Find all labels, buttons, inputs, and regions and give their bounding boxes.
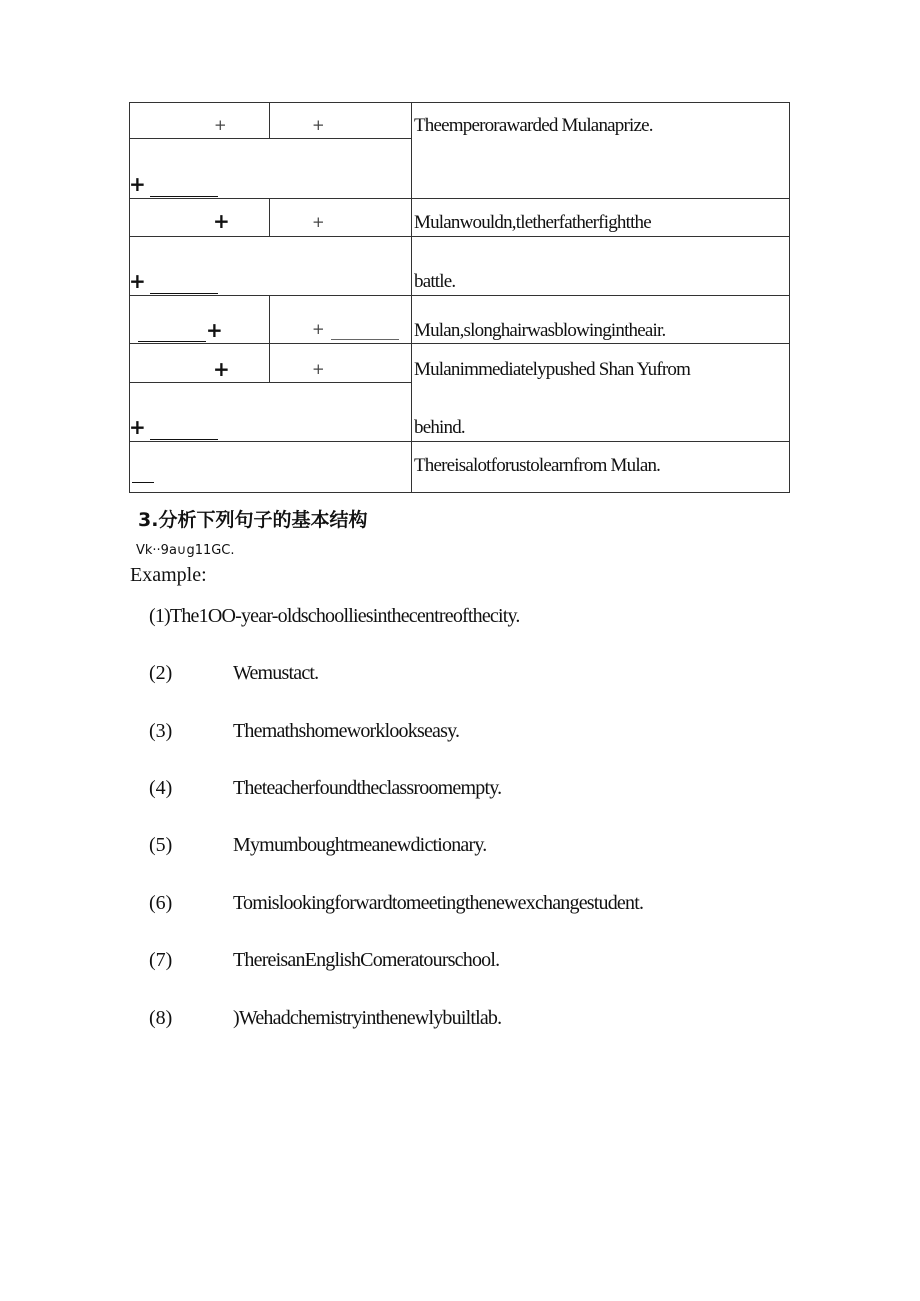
table-rule [129, 198, 790, 199]
table-sentence: Mulanwouldn,tletherfatherfightthe [414, 212, 651, 233]
table-rule [129, 382, 412, 383]
answer-blank[interactable] [150, 293, 218, 294]
plus-sign: + [312, 116, 325, 134]
plus-sign: + [312, 360, 325, 378]
item-sentence: )Wehadchemistryinthenewlybuiltlab. [233, 1007, 502, 1029]
table-divider [269, 295, 270, 383]
table-divider [411, 102, 412, 493]
answer-blank[interactable] [138, 341, 206, 342]
table-border-bottom [129, 492, 790, 493]
table-divider [269, 102, 270, 139]
table-divider [269, 198, 270, 237]
answer-blank[interactable] [150, 196, 218, 197]
item-number: (8) [149, 1007, 173, 1029]
table-sentence: Mulanimmediatelypushed Shan Yufrom [414, 359, 691, 380]
example-label: Example: [130, 564, 207, 586]
plus-sign: + [312, 320, 325, 338]
plus-sign: + [129, 269, 146, 293]
plus-sign: + [213, 209, 230, 233]
garbled-text: Vk··9a∪g11GC. [136, 543, 235, 558]
item-sentence: The1OO-year-oldschoolliesinthecentreofthecity. [169, 605, 520, 627]
section-heading: 3.分析下列句子的基本结构 [138, 509, 368, 531]
table-rule [129, 138, 412, 139]
item-number: (3) [149, 720, 173, 742]
item-sentence: Themathshomeworklookseasy. [233, 720, 460, 742]
item-sentence: Wemustact. [233, 662, 319, 684]
table-sentence: Theemperorawarded Mulanaprize. [414, 115, 653, 136]
item-number: (5) [149, 834, 173, 856]
table-border-top [129, 102, 790, 103]
table-rule [129, 295, 790, 296]
item-number: (1) [149, 605, 170, 627]
plus-sign: + [129, 415, 146, 439]
sentence-item-1 [149, 605, 520, 628]
plus-sign: + [213, 357, 230, 381]
answer-blank[interactable] [150, 439, 218, 440]
table-border-right [789, 102, 790, 493]
plus-sign: + [312, 213, 325, 231]
item-number: (7) [149, 949, 173, 971]
table-rule [129, 343, 790, 344]
table-sentence: Thereisalotforustolearnfrom Mulan. [414, 455, 661, 476]
item-number: (4) [149, 777, 173, 799]
item-sentence: Mymumboughtmeanewdictionary. [233, 834, 487, 856]
answer-blank[interactable] [331, 339, 399, 340]
item-sentence: Tomislookingforwardtomeetingthenewexchangestudent. [233, 892, 644, 914]
plus-sign: + [129, 172, 146, 196]
item-sentence: Theteacherfoundtheclassroomempty. [233, 777, 502, 799]
table-rule [129, 441, 790, 442]
table-sentence: Mulan,slonghairwasblowingintheair. [414, 320, 666, 341]
table-sentence: behind. [414, 417, 465, 438]
item-sentence: ThereisanEnglishComeratourschool. [233, 949, 500, 971]
answer-blank[interactable] [132, 482, 154, 483]
item-number: (6) [149, 892, 173, 914]
table-sentence: battle. [414, 271, 456, 292]
plus-sign: + [214, 116, 227, 134]
plus-sign: + [206, 318, 223, 342]
item-number: (2) [149, 662, 173, 684]
table-rule [129, 236, 790, 237]
